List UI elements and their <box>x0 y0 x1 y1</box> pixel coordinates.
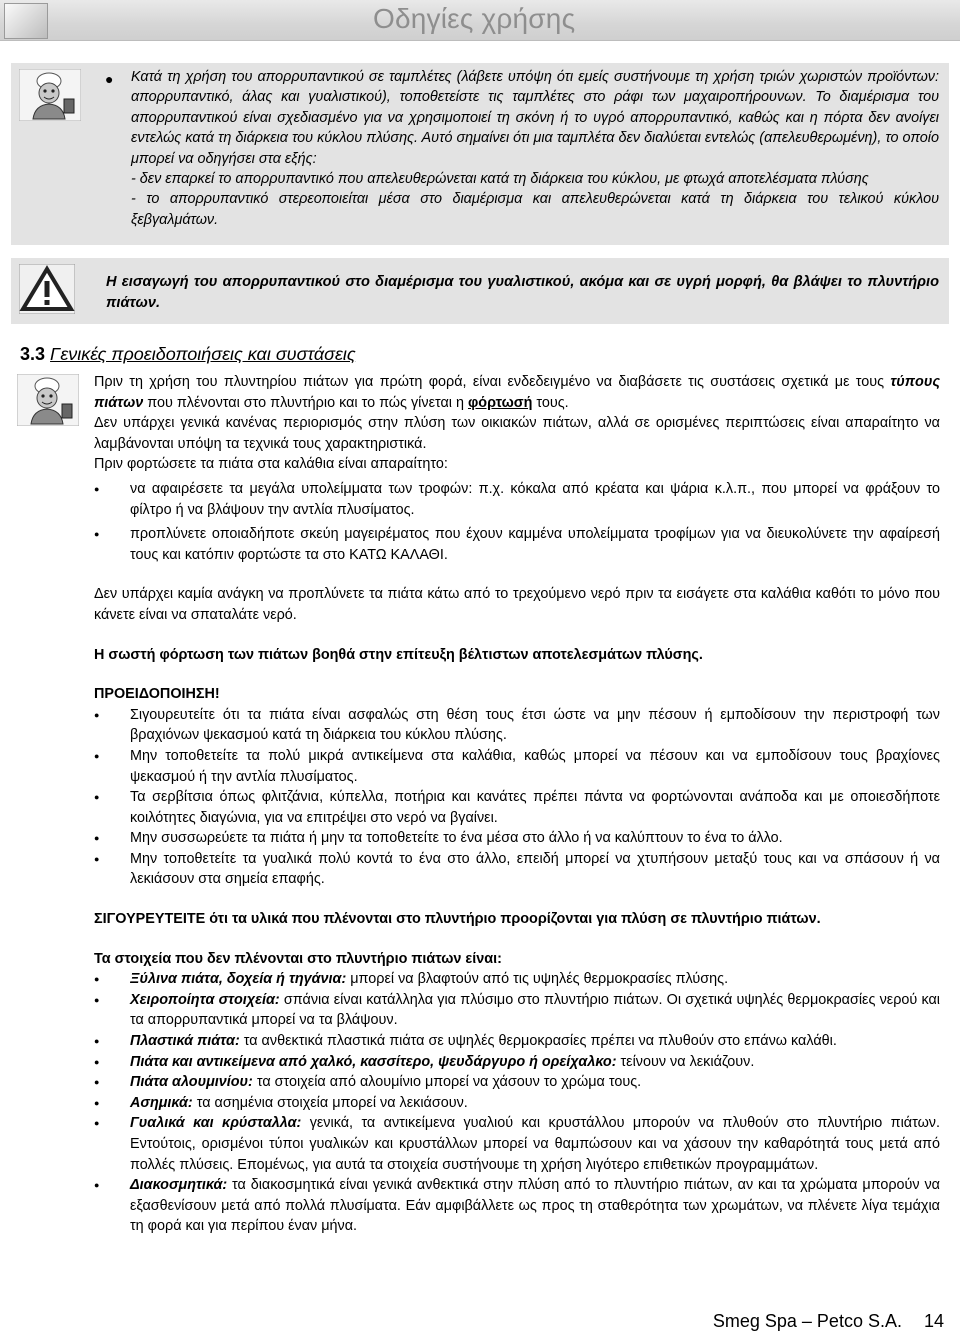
ensure-note: ΣΙΓΟΥΡΕΥΤΕΙΤΕ ότι τα υλικά που πλένονται στο πλυντήριο προορίζονται για πλύση σε πλυντήριο πιάτων. <box>94 911 821 928</box>
item-text: τα στοιχεία από αλουμίνιο μπορεί να χάσουν το χρώμα τους. <box>252 1074 642 1091</box>
list-item: ● Μην τοποθετείτε τα πολύ μικρά αντικείμενα στα καλάθια, καθώς μπορεί να πέσουν και να εμποδίσουν τους βραχίονες ψεκασμού ή την αντλία πλυσίματος. <box>94 746 940 787</box>
restrictions-paragraph: Δεν υπάρχει γενικά κανένας περιορισμός στην πλύση των οικιακών πιάτων, αλλά σε ορισμένες περιπτώσεις είναι απαραίτητο να λαμβάνονται υπόψη τα τεχνικά τους χαρακτηριστικά. <box>94 415 940 452</box>
item-label: Πλαστικά πιάτα: <box>130 1033 240 1050</box>
chef-icon <box>17 374 79 426</box>
intro-text: τους. <box>532 394 569 411</box>
list-item: ● να αφαιρέσετε τα μεγάλα υπολείμματα των τροφών: π.χ. κόκαλα από κρέατα και ψάρια κ.λ.π., που μπορεί να φράξουν το φίλτρο ή να βλάψουν την αντλία πλυσίματος. <box>94 479 940 520</box>
footer-company: Smeg Spa – Petco S.A. <box>712 1311 902 1331</box>
warning-list <box>94 705 940 890</box>
item-text: σπάνια είναι κατάλληλα για πλύσιμο στο πλυντήριο πιάτων. Οι σχετικά υψηλές θερμοκρασίες νερού και τα απορρυπαντικά μπορεί να τα βλάψουν. <box>130 991 940 1029</box>
prep-list <box>94 479 940 565</box>
item-text: μπορεί να βλαφτούν από τις υψηλές θερμοκρασίες πλύσης. <box>346 971 729 988</box>
list-item <box>94 1093 940 1114</box>
spacer <box>94 930 940 949</box>
main-content <box>94 372 940 1237</box>
item-label: Διακοσμητικά: <box>130 1177 228 1194</box>
list-item <box>94 969 940 990</box>
list-item <box>94 1052 940 1073</box>
unsuitable-heading: Τα στοιχεία που δεν πλένονται στο πλυντήριο πιάτων είναι: <box>94 950 502 967</box>
list-item <box>94 1113 940 1175</box>
intro-emphasis-loading: φόρτωσή <box>467 394 533 411</box>
item-text: τα ανθεκτικά πλαστικά πιάτα σε υψηλές θερμοκρασίες πρέπει να πλυθούν στο επάνω καλάθι. <box>239 1033 837 1050</box>
list-item: ● Σιγουρευτείτε ότι τα πιάτα είναι ασφαλώς στη θέση τους έτσι ώστε να μην πέσουν ή εμποδίσουν την περιστροφή των βραχιόνων ψεκασμού κατά τη διάρκεια του κύκλου πλύσης. <box>94 705 940 746</box>
page-title: Οδηγίες χρήσης <box>373 3 576 34</box>
tablets-info-text <box>105 67 939 230</box>
tablets-consequence-2: - το απορρυπαντικό στερεοποιείται μέσα στο διαμέρισμα και απελευθερώνεται κατά τη διάρκεια του τελικού κύκλου ξεβγαλμάτων. <box>131 191 939 228</box>
page-number: 14 <box>923 1311 944 1331</box>
item-text: τείνουν να λεκιάζουν. <box>616 1053 755 1070</box>
chef-icon <box>19 69 81 121</box>
before-loading-paragraph: Πριν φορτώσετε τα πιάτα στα καλάθια είναι απαραίτητο: <box>94 456 448 473</box>
item-label: Ασημικά: <box>130 1094 193 1111</box>
intro-text: Πριν τη χρήση του πλυντηρίου πιάτων για πρώτη φορά, είναι ενδεδειγμένο να διαβάσετε τις συστάσεις σχετικά με τους <box>94 374 891 390</box>
correct-loading-note: Η σωστή φόρτωση των πιάτων βοηθά στην επίτευξη βέλτιστων αποτελεσμάτων πλύσης. <box>94 646 703 663</box>
item-label: Γυαλικά και κρύσταλλα: <box>130 1115 302 1132</box>
list-item: ● Τα σερβίτσια όπως φλιτζάνια, κύπελλα, ποτήρια και κανάτες πρέπει πάντα να φορτώνονται ανάποδα και με οποιεσδήποτε κοιλότητες διαγώνια, για να επιτρέψει στο νερό να βγαίνει. <box>94 787 940 828</box>
list-item: ● Μην συσσωρεύετε τα πιάτα ή μην τα τοποθετείτε το ένα μέσα στο άλλο ή να καλύπτουν το ένα το άλλο. <box>94 828 940 849</box>
header-bar <box>0 0 960 41</box>
list-item <box>94 990 940 1031</box>
warning-text: Η εισαγωγή του απορρυπαντικού στο διαμέρισμα του γυαλιστικού, ακόμα και σε υγρή μορφή, θα βλάψει το πλυντήριο πιάτων. <box>106 274 939 311</box>
bullet-icon: ● <box>105 71 114 87</box>
list-item <box>94 1175 940 1237</box>
tablets-info-box <box>11 63 949 245</box>
warning-heading: ΠΡΟΕΙΔΟΠΟΙΗΣΗ! <box>94 686 220 703</box>
list-item <box>94 1072 940 1093</box>
tablets-paragraph: Κατά τη χρήση του απορρυπαντικού σε ταμπλέτες (λάβετε υπόψη ότι εμείς συστήνουμε τη χρήση τριών χωριστών προϊόντων: απορρυπαντικό, άλας και γυαλιστικού), τοποθετείστε τις ταμπλέτες στο ράφι των μαχαιροπήρουνων. Το διαμέρισμα του απορρυπαντικού είναι σχεδιασμένο για να χρησιμοποιεί τη σκόνη ή το υγρό απορρυπαντικό, καθώς και η πόρτα δεν ανοίγει εντελώς κατά τη διάρκεια του κύκλου πλύσης. Αυτό σημαίνει ότι μια ταμπλέτα δεν διαλύεται εντελώς (απελευθερωμένη), το οποίο μπορεί να οδηγήσει στα εξής: <box>131 69 939 167</box>
warning-box <box>11 258 949 324</box>
item-text: γενικά, τα αντικείμενα γυαλιού και κρυστάλλου μπορούν να πλυθούν στο πλυντήριο πιάτων. Εντούτοις, ορισμένοι τύποι γυαλικών και κρυστάλλων μπορεί να θαμπώσουν και να χάσουν την καθαρότητά τους μετά από πολλές πλύσεις. Επομένως, για αυτά τα στοιχεία συστήνουμε τη χρήση λιγότερο επιθετικών προγραμμάτων. <box>130 1115 940 1173</box>
intro-emphasis-dish-types: τύπους πιάτων <box>94 374 940 411</box>
list-item: ● Μην τοποθετείτε τα γυαλικά πολύ κοντά το ένα στο άλλο, επειδή μπορεί να χτυπήσουν μεταξύ τους και να σπάσουν ή να λεκιάσουν στα σημεία επαφής. <box>94 849 940 890</box>
item-label: Χειροποίητα στοιχεία: <box>130 991 280 1008</box>
item-label: Πιάτα και αντικείμενα από χαλκό, κασσίτερο, ψευδάργυρο ή ορείχαλκο: <box>130 1053 617 1070</box>
intro-paragraph <box>94 372 940 413</box>
warning-triangle-icon <box>19 264 75 314</box>
list-item: ● προπλύνετε οποιαδήποτε σκεύη μαγειρέματος που έχουν καμμένα υπολείμματα τροφίμων για να διευκολύνετε την αφαίρεσή τους και κατόπιν φορτώστε τα στο ΚΑΤΩ ΚΑΛΑΘΙ. <box>94 524 940 565</box>
list-item <box>94 1031 940 1052</box>
no-prerinse-paragraph: Δεν υπάρχει καμία ανάγκη να προπλύνετε τα πιάτα κάτω από το τρεχούμενο νερό πριν τα εισάγετε στα καλάθια καθότι το μόνο που κάνετε είναι να σπαταλάτε νερό. <box>94 586 940 623</box>
item-label: Πιάτα αλουμινίου: <box>130 1074 253 1091</box>
page-footer <box>713 1311 944 1332</box>
section-number: 3.3 <box>20 344 46 364</box>
spacer <box>94 565 940 584</box>
item-text: τα διακοσμητικά είναι γενικά ανθεκτικά στην πλύση από το πλυντήριο πιάτων, αν και τα χρώματα μπορούν να εξασθενίσουν μετά από πολλά πλυσίματα. Εάν αμφιβάλλετε ως προς τη σταθερότητα των χρωμάτων, να πλένετε λίγα τεμάχια τη φορά και για περίπου έναν μήνα. <box>130 1177 940 1235</box>
spacer <box>94 665 940 684</box>
section-title: Γενικές προειδοποιήσεις και συστάσεις <box>50 344 356 364</box>
section-heading <box>20 344 356 365</box>
spacer <box>94 890 940 909</box>
header-logo <box>4 3 48 39</box>
item-text: τα ασημένια στοιχεία μπορεί να λεκιάσουν. <box>192 1094 468 1111</box>
spacer <box>94 626 940 645</box>
unsuitable-list <box>94 969 940 1237</box>
intro-text: που πλένονται στο πλυντήριο και το πώς γίνεται η <box>143 394 468 411</box>
tablets-consequence-1: - δεν επαρκεί το απορρυπαντικό που απελευθερώνεται κατά τη διάρκεια του κύκλου, με φτωχά αποτελέσματα πλύσης <box>131 171 869 188</box>
item-label: Ξύλινα πιάτα, δοχεία ή τηγάνια: <box>130 971 347 988</box>
